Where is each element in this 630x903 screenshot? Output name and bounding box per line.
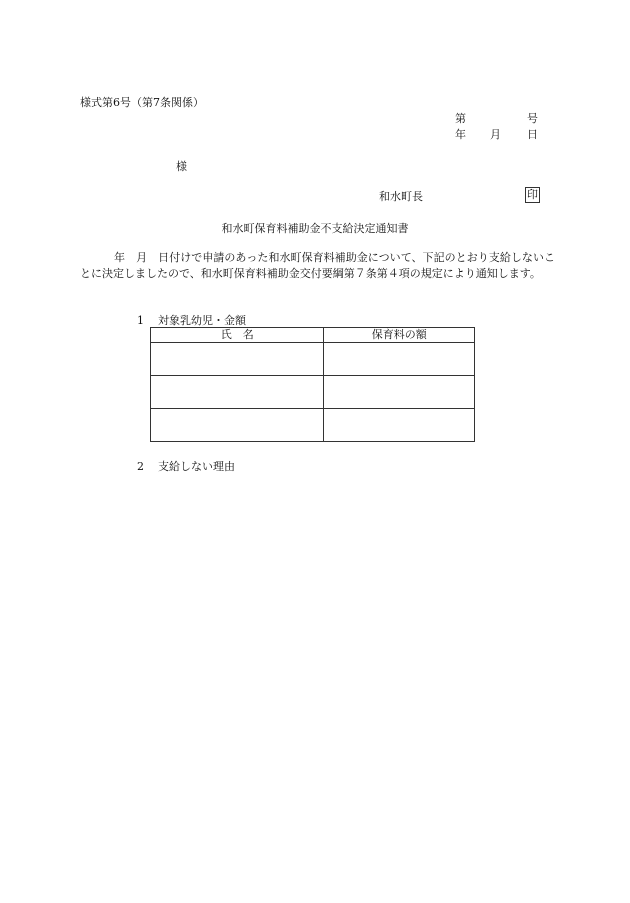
body-paragraph: 年 月 日付けで申請のあった和水町保育料補助金について、下記のとおり支給しないことに決定しましたので、和水町保育料補助金交付要綱第７条第４項の規定により通知します。 [80, 251, 555, 280]
table-cell-name[interactable] [151, 409, 324, 442]
recipient-honorific: 様 [176, 160, 187, 173]
table-header-row [151, 328, 475, 343]
table-cell-name[interactable] [151, 343, 324, 376]
subject-children-table [150, 327, 475, 442]
doc-number-prefix: 第 [455, 112, 466, 125]
issuer-title: 和水町長 [379, 190, 423, 203]
date-year-label: 年 [455, 128, 466, 141]
section-1-title: 対象乳幼児・金額 [158, 314, 246, 327]
section-2-number: 2 [137, 460, 144, 473]
column-header-fee-amount: 保育料の額 [324, 328, 475, 343]
table-row [151, 409, 475, 442]
date-day-label: 日 [527, 128, 538, 141]
seal-stamp-box: 印 [527, 188, 538, 201]
doc-number-suffix: 号 [527, 112, 538, 125]
table-cell-name[interactable] [151, 376, 324, 409]
section-1-number: 1 [137, 314, 144, 327]
table-row [151, 343, 475, 376]
table-cell-amount[interactable] [324, 376, 475, 409]
section-2-heading [137, 460, 235, 473]
table-row [151, 376, 475, 409]
table-cell-amount[interactable] [324, 343, 475, 376]
column-header-name: 氏 名 [151, 328, 324, 343]
form-number: 様式第6号（第7条関係） [80, 96, 204, 109]
date-month-label: 月 [490, 128, 501, 141]
table-cell-amount[interactable] [324, 409, 475, 442]
section-2-title: 支給しない理由 [158, 460, 235, 473]
document-title: 和水町保育料補助金不支給決定通知書 [221, 222, 409, 235]
section-1-heading [137, 314, 246, 327]
